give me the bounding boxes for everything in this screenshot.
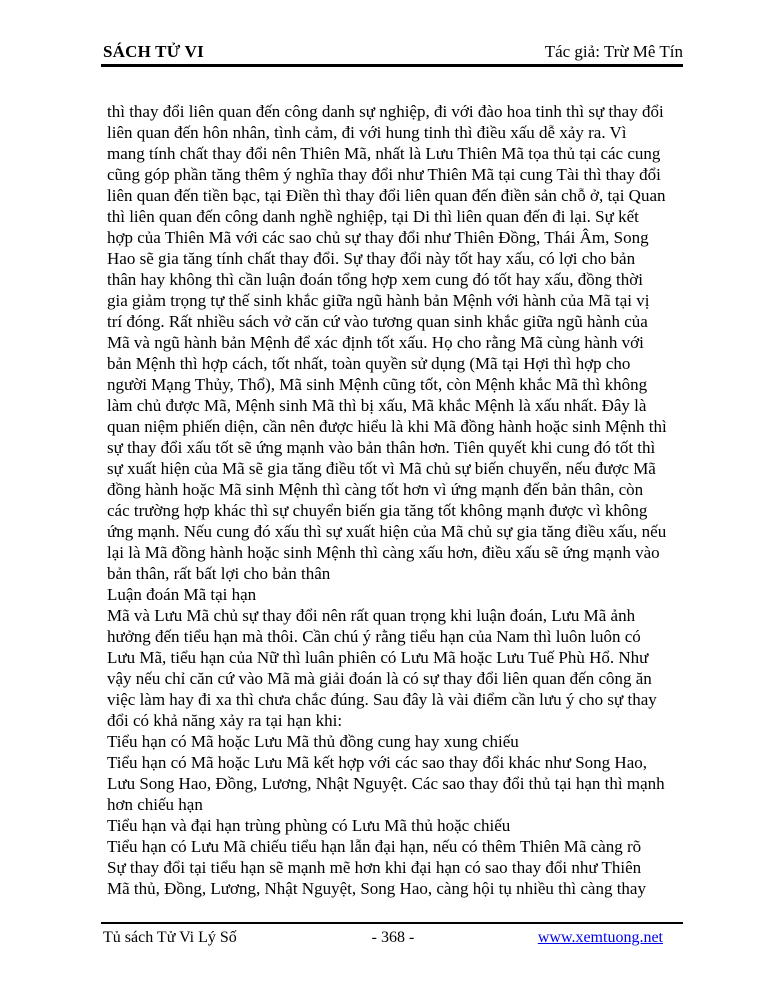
body-line: bản Mệnh thì hợp cách, tốt nhất, toàn quyền sử dụng (Mã tại Hợi thì hợp cho	[107, 354, 631, 373]
page-number: - 368 -	[371, 929, 415, 946]
body-line: làm chủ được Mã, Mệnh sinh Mã thì bị xấu, Mã khắc Mệnh là xấu nhất. Đây là	[107, 396, 647, 415]
body-line: Mã và ngũ hành bản Mệnh để xác định tốt xấu. Họ cho rằng Mã cùng hành với	[107, 333, 644, 352]
footer-rule	[101, 922, 683, 924]
body-line: thì liên quan đến công danh nghề nghiệp, tại Di thì liên quan đến đi lại. Sự kết	[107, 207, 639, 226]
body-line: Mã thủ, Đồng, Lương, Nhật Nguyệt, Song Hao, càng hội tụ nhiều thì càng thay	[107, 879, 646, 898]
body-line: Tiểu hạn có Mã hoặc Lưu Mã kết hợp với các sao thay đổi khác như Song Hao,	[107, 753, 647, 772]
body-line: sự thay đổi xấu tốt sẽ ứng mạnh vào bản thân hơn. Tiên quyết khi cung đó tốt thì	[107, 438, 656, 457]
book-title: SÁCH TỬ VI	[103, 42, 204, 61]
body-line: Sự thay đổi tại tiểu hạn sẽ mạnh mẽ hơn khi đại hạn có sao thay đổi như Thiên	[107, 858, 642, 877]
body-line: bản thân, rất bất lợi cho bản thân	[107, 564, 331, 583]
body-line: hợp của Thiên Mã với các sao chủ sự thay đổi như Thiên Đồng, Thái Âm, Song	[107, 228, 649, 247]
body-line: trí đóng. Rất nhiều sách vở căn cứ vào tương quan sinh khắc giữa ngũ hành của	[107, 312, 648, 331]
body-line: đồng hành hoặc Mã sinh Mệnh thì càng tốt hơn vì ứng mạnh đến bản thân, còn	[107, 480, 644, 499]
body-line: liên quan đến tiền bạc, tại Điền thì thay đổi liên quan đến điền sản chỗ ở, tại Quan	[107, 186, 666, 205]
body-line: thì thay đổi liên quan đến công danh sự nghiệp, đi với đào hoa tinh thì sự thay đổi	[107, 102, 664, 121]
body-line: người Mạng Thủy, Thổ), Mã sinh Mệnh cũng tốt, còn Mệnh khắc Mã thì không	[107, 375, 648, 394]
body-line: đổi có khả năng xảy ra tại hạn khi:	[107, 711, 343, 730]
author-credit: Tác giả: Trừ Mê Tín	[544, 42, 683, 61]
body-line: thân hay không thì cần luận đoán tổng hợp xem cung đó tốt hay xấu, đồng thời	[107, 270, 643, 289]
page-header	[103, 42, 683, 62]
body-line: Hao sẽ gia tăng tính chất thay đổi. Sự thay đổi này tốt hay xấu, có lợi cho bản	[107, 249, 636, 268]
body-line: Lưu Mã, tiểu hạn của Nữ thì luân phiên có Lưu Mã hoặc Lưu Tuế Phù Hổ. Như	[107, 648, 649, 667]
body-line: quan niệm phiến diện, cần nên được hiểu là khi Mã đồng hành hoặc sinh Mệnh thì	[107, 417, 667, 436]
footer-series-title: Tủ sách Tử Vi Lý Số	[103, 929, 237, 946]
header-rule	[101, 64, 683, 67]
body-line: mang tính chất thay đổi nên Thiên Mã, nhất là Lưu Thiên Mã tọa thủ tại các cung	[107, 144, 661, 163]
body-line: việc làm hay đi xa thì chưa chắc đúng. Sau đây là vài điểm cần lưu ý cho sự thay	[107, 690, 657, 709]
body-line: Lưu Song Hao, Đồng, Lương, Nhật Nguyệt. Các sao thay đổi thủ tại hạn thì mạnh	[107, 774, 665, 793]
website-link[interactable]: www.xemtuong.net	[537, 929, 663, 946]
body-line: Tiểu hạn có Lưu Mã chiếu tiểu hạn lẫn đại hạn, nếu có thêm Thiên Mã càng rõ	[107, 837, 642, 856]
body-line: các trường hợp khác thì sự chuyển biến gia tăng tốt không mạnh được vì không	[107, 501, 648, 520]
body-line: liên quan đến hôn nhân, tình cảm, đi với hung tinh thì điều xấu dễ xảy ra. Vì	[107, 123, 627, 142]
page-footer	[103, 928, 683, 947]
body-line: Mã và Lưu Mã chủ sự thay đổi nên rất quan trọng khi luận đoán, Lưu Mã ảnh	[107, 606, 636, 625]
body-line: cũng góp phần tăng thêm ý nghĩa thay đổi như Thiên Mã tại cung Tài thì thay đổi	[107, 165, 661, 184]
body-line: hưởng đến tiểu hạn mà thôi. Cần chú ý rằng tiểu hạn của Nam thì luôn luôn có	[107, 627, 641, 646]
body-line: ứng mạnh. Nếu cung đó xấu thì sự xuất hiện của Mã chủ sự gia tăng điều xấu, nếu	[107, 522, 667, 541]
body-line: gia giảm trọng tự thế sinh khắc giữa ngũ hành bản Mệnh với hành của Mã tại vị	[107, 291, 650, 310]
footer-link-wrap	[463, 928, 683, 947]
body-line: lại là Mã đồng hành hoặc sinh Mệnh thì càng xấu hơn, điều xấu sẽ ứng mạnh vào	[107, 543, 660, 562]
page-body	[107, 101, 707, 899]
body-line: Tiểu hạn và đại hạn trùng phùng có Lưu Mã thủ hoặc chiếu	[107, 816, 511, 835]
section-heading-line: Luận đoán Mã tại hạn	[107, 585, 257, 604]
body-line: vậy nếu chỉ căn cứ vào Mã mà giải đoán là có sự thay đổi liên quan đến công ăn	[107, 669, 652, 688]
body-line: hơn chiếu hạn	[107, 795, 203, 814]
body-line: Tiểu hạn có Mã hoặc Lưu Mã thủ đồng cung hay xung chiếu	[107, 732, 519, 751]
body-line: sự xuất hiện của Mã sẽ gia tăng điều tốt vì Mã chủ sự biến chuyển, nếu được Mã	[107, 459, 656, 478]
